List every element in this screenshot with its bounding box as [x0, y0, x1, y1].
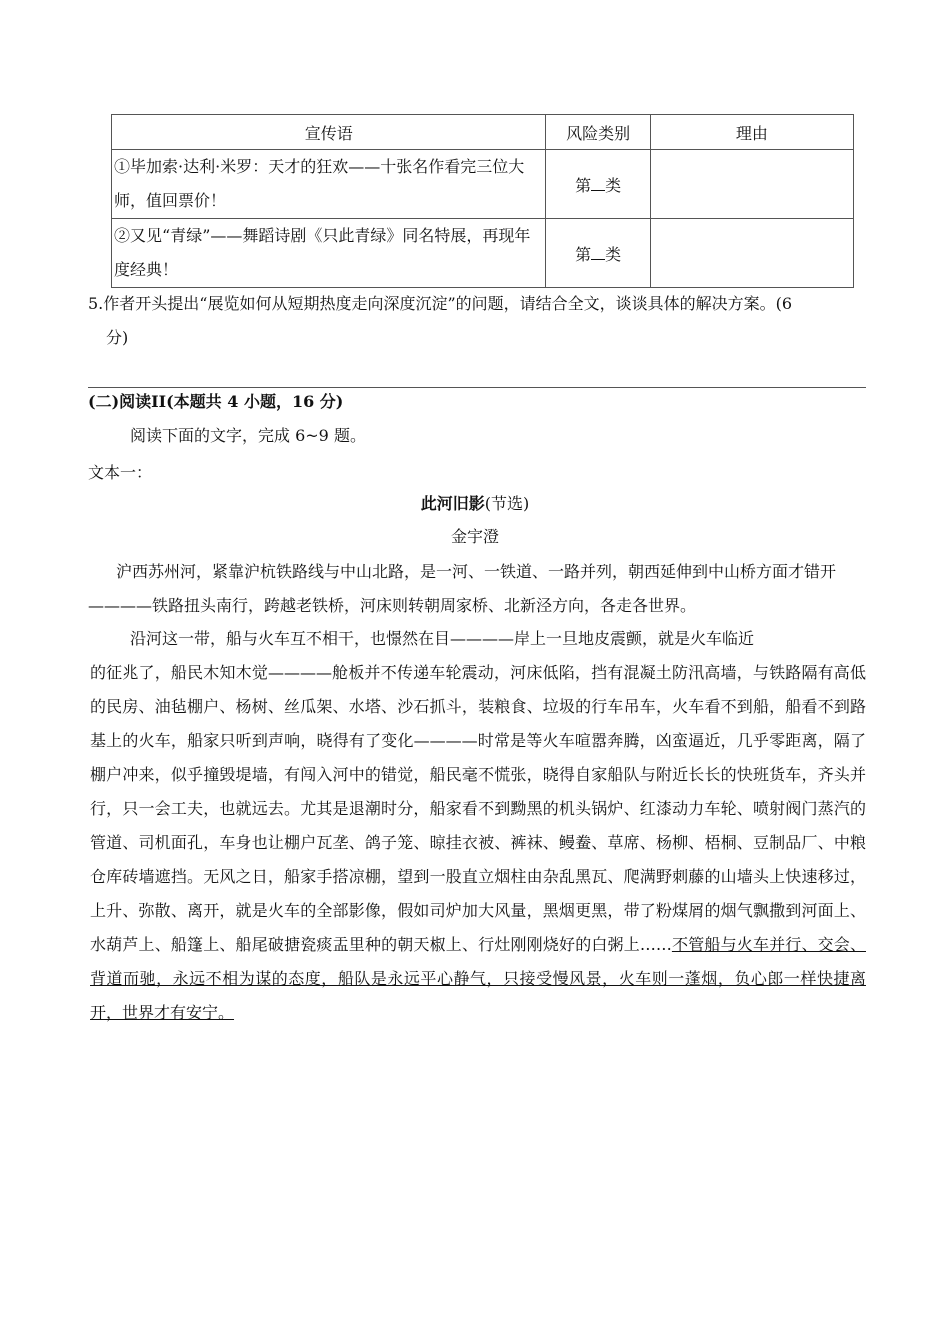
article-paragraph-1: 沪西苏州河，紧靠沪杭铁路线与中山北路，是一河、一铁道、一路并列，朝西延伸到中山桥方面才错开————铁路扭头南行，跨越老铁桥，河床则转朝周家桥、北新泾方向，各走各世界。 — [88, 562, 837, 615]
paragraph-2-text: 的征兆了，船民木知木觉————舱板并不传递车轮震动，河床低陷，挡有混凝土防汛高墙，与铁路隔有高低的民房、油毡棚户、杨树、丝瓜架、水塔、沙石抓斗，装粮食、垃圾的行车吊车，火车看不到船，船看不到路基上的火车，船家只听到声响，晓得有了变化————时常是等火车喧嚣奔腾，凶蛮逼近，几乎零距离，隔了棚户冲来，似乎撞毁堤墙，有闯入河中的错觉，船民毫不慌张，晓得自家船队与附近长长的快班货车，齐头并行，只一会工夫，也就远去。尤其是退潮时分，船家看不到黝黑的机头锅炉、红漆动力车轮、喷射阀门蒸汽的管道、司机面孔，车身也让棚户瓦垄、鸽子笼、晾挂衣被、裤袜、鳗鲞、草席、杨柳、梧桐、豆制品厂、中粮仓库砖墙遮挡。无风之日，船家手搭凉棚，望到一股直立烟柱由杂乱黑瓦、爬满野刺藤的山墙头上快速移过，上升、弥散、离开，就是火车的全部影像，假如司炉加大风量，黑烟更黑，带了粉煤屑的烟气飘撒到河面上、水葫芦上、船篷上、船尾破搪瓷痰盂里种的朝天椒上、行灶刚刚烧好的白粥上…… — [90, 663, 866, 954]
question-5 — [88, 287, 868, 355]
header-reason: 理由 — [650, 115, 853, 150]
article-title-note: (节选) — [484, 494, 530, 513]
table-row — [112, 150, 854, 219]
category-prefix: 第 — [575, 244, 592, 264]
reason-cell[interactable] — [650, 219, 853, 288]
slogan-cell — [112, 219, 546, 288]
category-suffix: 类 — [605, 175, 622, 195]
section-heading: (二)阅读II(本题共 4 小题，16 分) — [88, 392, 344, 411]
text-label: 文本一： — [88, 463, 153, 482]
table-row — [112, 219, 854, 288]
article-author: 金宇澄 — [450, 527, 499, 546]
risk-table — [111, 114, 854, 288]
header-slogan: 宣传语 — [112, 115, 546, 150]
category-prefix: 第 — [575, 175, 592, 195]
category-cell — [546, 150, 650, 219]
header-risk-category: 风险类别 — [546, 115, 650, 150]
section-intro: 阅读下面的文字，完成 6~9 题。 — [130, 426, 366, 445]
slogan-cell — [112, 150, 546, 219]
article-title — [0, 492, 950, 516]
underlined-sentence: 不管船与火车并行、交会、背道而驰，永远不相为谋的态度，船队是永远平心静气，只接受慢风景，火车则一蓬烟，负心郎一样快捷离开，世界才有安宁。 — [90, 935, 866, 1022]
article-paragraph-2 — [90, 656, 866, 1030]
section-divider — [88, 387, 866, 388]
article-paragraph-2-first-line: 沿河这一带，船与火车互不相干，也憬然在目————岸上一旦地皮震颤，就是火车临近 — [130, 629, 755, 648]
slogan-text: 毕加索·达利·米罗：天才的狂欢——十张名作看完三位大师，值回票价！ — [114, 157, 525, 210]
slogan-text: 又见“青绿”——舞蹈诗剧《只此青绿》同名特展，再现年度经典！ — [114, 226, 531, 279]
reason-cell[interactable] — [650, 150, 853, 219]
category-cell — [546, 219, 650, 288]
row-number: ① — [114, 157, 131, 176]
row-number: ② — [114, 226, 131, 245]
category-blank[interactable] — [591, 245, 605, 260]
table-header-row — [112, 115, 854, 150]
question-5-line1: 5.作者开头提出“展览如何从短期热度走向深度沉淀”的问题，请结合全文，谈谈具体的解决方案。(6 — [88, 294, 793, 313]
article-title-main: 此河旧影 — [420, 494, 485, 513]
category-suffix: 类 — [605, 244, 622, 264]
category-blank[interactable] — [591, 176, 605, 191]
question-5-line2: 分) — [106, 328, 129, 347]
